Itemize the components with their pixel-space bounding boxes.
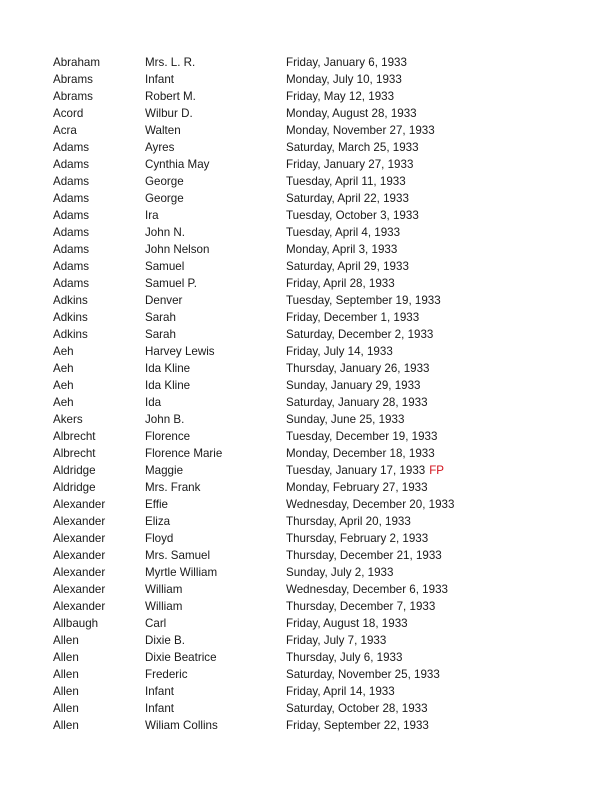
given-name: George [145,192,184,205]
date-cell [286,547,442,564]
given-name: John Nelson [145,243,210,256]
date-cell [286,139,419,156]
record-row [53,649,573,666]
given-name: Ida Kline [145,379,191,392]
record-row [53,615,573,632]
surname: Allen [53,651,79,664]
date-cell [286,275,395,292]
surname: Alexander [53,549,106,562]
date: Saturday, April 29, 1933 [286,260,409,273]
date-cell [286,360,430,377]
record-row [53,445,573,462]
given-name: George [145,175,184,188]
surname: Alexander [53,583,106,596]
date: Friday, September 22, 1933 [286,719,429,732]
date-cell [286,394,428,411]
surname: Acra [53,124,77,137]
date-cell [286,309,419,326]
date-cell [286,717,429,734]
given-name: Walten [145,124,181,137]
surname: Allen [53,634,79,647]
date-cell [286,479,428,496]
surname: Alexander [53,566,106,579]
date: Friday, January 27, 1933 [286,158,414,171]
surname: Abrams [53,90,93,103]
date-cell [286,173,406,190]
given-name: Samuel P. [145,277,197,290]
given-name: Carl [145,617,167,630]
date: Friday, July 14, 1933 [286,345,393,358]
date: Tuesday, April 4, 1933 [286,226,401,239]
given-name: Wiliam Collins [145,719,218,732]
surname: Aldridge [53,464,96,477]
date: Monday, July 10, 1933 [286,73,402,86]
date: Saturday, December 2, 1933 [286,328,434,341]
record-row [53,394,573,411]
date: Wednesday, December 6, 1933 [286,583,448,596]
date-cell [286,377,421,394]
surname: Allen [53,719,79,732]
date: Friday, April 14, 1933 [286,685,395,698]
record-row [53,479,573,496]
given-name: William [145,600,183,613]
given-name: Frederic [145,668,188,681]
record-row [53,547,573,564]
surname: Adkins [53,328,88,341]
given-name: Mrs. Frank [145,481,201,494]
date-cell [286,666,440,683]
record-row [53,343,573,360]
record-row [53,207,573,224]
surname: Adams [53,158,90,171]
given-name: Samuel [145,260,185,273]
date: Monday, April 3, 1933 [286,243,398,256]
note-flag: FP [429,464,445,477]
date-cell [286,207,419,224]
date-cell [286,411,404,428]
record-list [53,54,573,734]
date: Wednesday, December 20, 1933 [286,498,455,511]
surname: Aeh [53,345,74,358]
record-row [53,581,573,598]
date: Saturday, November 25, 1933 [286,668,440,681]
record-row [53,88,573,105]
given-name: Eliza [145,515,171,528]
surname: Adams [53,209,90,222]
surname: Adams [53,226,90,239]
date: Thursday, December 7, 1933 [286,600,436,613]
date-cell [286,190,409,207]
record-row [53,326,573,343]
surname: Alexander [53,600,106,613]
surname: Aeh [53,396,74,409]
date-cell [286,683,395,700]
date: Tuesday, December 19, 1933 [286,430,438,443]
given-name: Myrtle William [145,566,218,579]
given-name: Mrs. L. R. [145,56,196,69]
surname: Adams [53,243,90,256]
given-name: William [145,583,183,596]
date-cell [286,88,394,105]
surname: Allen [53,685,79,698]
date-cell [286,445,435,462]
record-row [53,513,573,530]
record-row [53,360,573,377]
given-name: Harvey Lewis [145,345,215,358]
surname: Aeh [53,362,74,375]
date: Thursday, February 2, 1933 [286,532,429,545]
date-cell [286,581,448,598]
date-cell [286,598,435,615]
given-name: Florence [145,430,191,443]
record-row [53,54,573,71]
given-name: Denver [145,294,183,307]
date-cell [286,632,386,649]
record-row [53,411,573,428]
surname: Allbaugh [53,617,99,630]
given-name: Sarah [145,328,176,341]
record-row [53,530,573,547]
record-row [53,717,573,734]
given-name: Ida [145,396,162,409]
given-name: Ida Kline [145,362,191,375]
date-cell [286,326,433,343]
given-name: Effie [145,498,168,511]
surname: Adams [53,192,90,205]
record-row [53,496,573,513]
record-row [53,139,573,156]
surname: Alexander [53,498,106,511]
date: Sunday, July 2, 1933 [286,566,394,579]
given-name: Infant [145,73,175,86]
surname: Abrams [53,73,93,86]
date: Friday, December 1, 1933 [286,311,420,324]
date: Sunday, January 29, 1933 [286,379,421,392]
given-name: Ira [145,209,159,222]
surname: Aeh [53,379,74,392]
date-cell [286,122,435,139]
record-row [53,275,573,292]
surname: Adkins [53,311,88,324]
date-cell [286,700,428,717]
surname: Adams [53,277,90,290]
date: Monday, November 27, 1933 [286,124,435,137]
surname: Adams [53,175,90,188]
record-row [53,258,573,275]
record-row [53,71,573,88]
record-row [53,428,573,445]
record-row [53,683,573,700]
date-cell [286,241,397,258]
given-name: Florence Marie [145,447,223,460]
date-cell [286,156,413,173]
surname: Acord [53,107,84,120]
surname: Adams [53,141,90,154]
date-cell [286,462,444,479]
date: Saturday, October 28, 1933 [286,702,428,715]
date: Tuesday, September 19, 1933 [286,294,441,307]
date: Friday, April 28, 1933 [286,277,395,290]
date: Saturday, April 22, 1933 [286,192,409,205]
record-row [53,666,573,683]
date-cell [286,615,408,632]
date-cell [286,649,402,666]
surname: Albrecht [53,447,96,460]
date: Thursday, July 6, 1933 [286,651,403,664]
record-row [53,241,573,258]
date: Friday, January 6, 1933 [286,56,407,69]
date: Friday, August 18, 1933 [286,617,408,630]
given-name: Cynthia May [145,158,210,171]
date: Friday, July 7, 1933 [286,634,387,647]
surname: Akers [53,413,83,426]
date: Tuesday, October 3, 1933 [286,209,419,222]
record-row [53,292,573,309]
date: Monday, August 28, 1933 [286,107,417,120]
date: Monday, December 18, 1933 [286,447,435,460]
record-row [53,598,573,615]
record-row [53,156,573,173]
date-cell [286,292,441,309]
surname: Alexander [53,515,106,528]
given-name: Sarah [145,311,176,324]
record-row [53,224,573,241]
record-row [53,632,573,649]
record-row [53,462,573,479]
given-name: Infant [145,685,175,698]
record-row [53,122,573,139]
record-row [53,105,573,122]
given-name: John B. [145,413,185,426]
surname: Adkins [53,294,88,307]
date-cell [286,71,402,88]
date-cell [286,530,428,547]
date: Thursday, January 26, 1933 [286,362,430,375]
given-name: Dixie B. [145,634,185,647]
date-cell [286,54,407,71]
record-row [53,377,573,394]
record-row [53,173,573,190]
date-cell [286,564,393,581]
surname: Adams [53,260,90,273]
given-name: Maggie [145,464,184,477]
surname: Allen [53,702,79,715]
date: Thursday, April 20, 1933 [286,515,411,528]
given-name: Ayres [145,141,175,154]
date-cell [286,105,417,122]
date: Saturday, March 25, 1933 [286,141,419,154]
date: Tuesday, January 17, 1933 [286,464,426,477]
date: Tuesday, April 11, 1933 [286,175,406,188]
date-cell [286,513,411,530]
surname: Allen [53,668,79,681]
given-name: Wilbur D. [145,107,193,120]
surname: Albrecht [53,430,96,443]
given-name: Infant [145,702,175,715]
given-name: Dixie Beatrice [145,651,217,664]
surname: Abraham [53,56,101,69]
given-name: Floyd [145,532,174,545]
date-cell [286,496,454,513]
date: Thursday, December 21, 1933 [286,549,442,562]
date: Saturday, January 28, 1933 [286,396,428,409]
given-name: Mrs. Samuel [145,549,211,562]
date-cell [286,258,409,275]
date: Sunday, June 25, 1933 [286,413,405,426]
surname: Aldridge [53,481,96,494]
given-name: John N. [145,226,185,239]
surname: Alexander [53,532,106,545]
given-name: Robert M. [145,90,196,103]
date: Monday, February 27, 1933 [286,481,428,494]
record-row [53,190,573,207]
record-row [53,309,573,326]
date-cell [286,343,393,360]
date-cell [286,428,437,445]
record-row [53,564,573,581]
date: Friday, May 12, 1933 [286,90,395,103]
date-cell [286,224,400,241]
record-row [53,700,573,717]
